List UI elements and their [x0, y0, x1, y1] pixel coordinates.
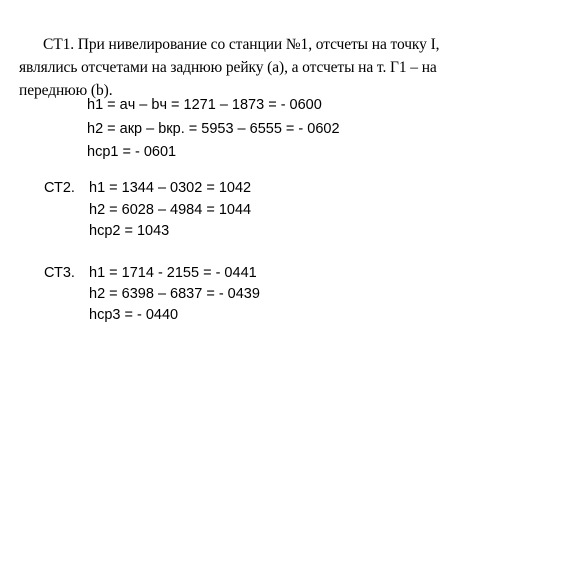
st3-average: hср3 = - 0440 — [89, 307, 179, 323]
st2-average: hср2 = 1043 — [89, 223, 170, 239]
st3-equation-h1: h1 = 1714 - 2155 = - 0441 — [89, 265, 257, 281]
st1-equation-h1: h1 = aч – bч = 1271 – 1873 = - 0600 — [87, 97, 322, 113]
st1-intro-line-1: СТ1. При нивелирование со станции №1, отсчеты на точку I, — [43, 36, 440, 53]
st3-label: СТ3. — [44, 265, 75, 281]
st1-intro-line-2: являлись отсчетами на заднюю рейку (a), а отсчеты на т. Г1 – на — [19, 59, 437, 76]
st2-equation-h2: h2 = 6028 – 4984 = 1044 — [89, 202, 252, 218]
st1-average: hср1 = - 0601 — [87, 144, 177, 160]
st3-equation-h2: h2 = 6398 – 6837 = - 0439 — [89, 286, 260, 302]
st1-intro-paragraph — [19, 33, 547, 102]
st2-equation-h1: h1 = 1344 – 0302 = 1042 — [89, 180, 252, 196]
st2-label: СТ2. — [44, 180, 75, 196]
st1-intro-line-3: переднюю (b). — [19, 82, 113, 99]
st1-equation-h2: h2 = aкр – bкр. = 5953 – 6555 = - 0602 — [87, 121, 340, 137]
